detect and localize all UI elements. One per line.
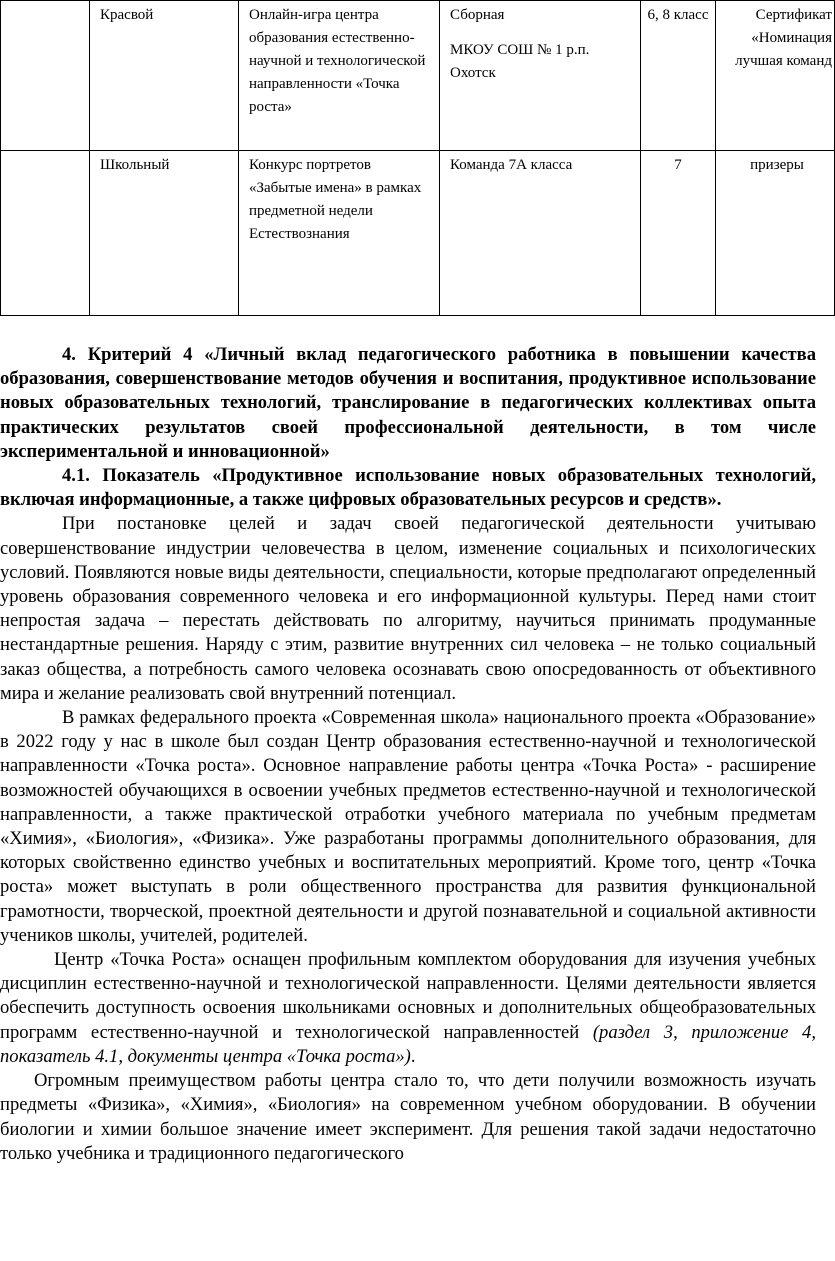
participant-block xyxy=(440,1,640,85)
paragraph: При постановке целей и задач своей педагогической деятельности учитываю совершенствование индустрии человечества в целом, изменение социальных и психологических условий. Появляются новые виды деятельности, специальности, которые предполагают определенный уровень образования современного человека и его информационной культуры. Перед нами стоит непростая задача – перестать действовать по алгоритму, научиться принимать продуманные нестандартные решения. Наряду с этим, развитие внутренних сил человека – не только социальный заказ общества, а потребность самого человека осознавать свою опосредованность от объективного мира и желание реализовать свой внутренний потенциал. xyxy=(0,513,816,704)
result-block xyxy=(716,1,834,73)
cell-text: Онлайн-игра центра образования естественно-научной и технологической направленности «Точка роста» xyxy=(249,7,426,115)
table-cell-level xyxy=(90,1,239,151)
cell-text: МКОУ СОШ № 1 р.п. Охотск xyxy=(450,42,590,81)
cell-text: Школьный xyxy=(100,157,170,173)
table-cell-participant xyxy=(440,151,641,316)
cell-spacer xyxy=(450,27,634,39)
table-row xyxy=(1,151,835,316)
paragraph-text: . xyxy=(410,1045,416,1067)
table-cell-event xyxy=(239,151,440,316)
cell-text: 6, 8 класс xyxy=(647,7,709,23)
indicator-heading: 4.1. Показатель «Продуктивное использование новых образовательных технологий, включая информационные, а также цифровых образовательных ресурсов и средств». xyxy=(0,465,816,511)
table-cell-grade xyxy=(641,1,716,151)
cell-text: 7 xyxy=(674,157,682,173)
cell-text: Конкурс портретов «Забытые имена» в рамках предметной недели Естествознания xyxy=(249,157,422,242)
table-cell-level xyxy=(90,151,239,316)
table-cell-participant xyxy=(440,1,641,151)
table-row xyxy=(1,1,835,151)
table-cell-empty xyxy=(1,1,90,151)
table-cell-event xyxy=(239,1,440,151)
cell-text: призеры xyxy=(750,157,804,173)
document-body xyxy=(0,343,816,1166)
paragraph xyxy=(0,948,816,1069)
paragraph-text: Центр «Точка Роста» оснащен профильным комплектом оборудования для изучения учебных дисциплин естественно-научной и технологической направленности. Целями деятельности является обеспечить доступность освоения школьниками основных и дополнительных общеобразовательных программ естественно-научной и технологической направленностей xyxy=(0,949,816,1043)
cell-text: Команда 7А класса xyxy=(450,157,573,173)
cell-text: Сборная xyxy=(450,7,505,23)
table-cell-result xyxy=(716,151,835,316)
cell-text: Красвой xyxy=(100,7,154,23)
awards-table xyxy=(0,0,835,316)
paragraph: В рамках федерального проекта «Современная школа» национального проекта «Образование» в 2022 году у нас в школе был создан Центр образования естественно-научной и технологической направленности «Точка роста». Основное направление работы центра «Точка Роста» - расширение возможностей обучающихся в освоении учебных предметов естественно-научной и технологической направленности, а также практической отработки учебного материала по учебным предметам «Химия», «Биология», «Физика». Уже разработаны программы дополнительного образования, для которых свойственно единство учебных и воспитательных мероприятий. Кроме того, центр «Точка роста» может выступать в роли общественного пространства для развития функциональной грамотности, творческой, проектной деятельности и другой познавательной и социальной активности учеников школы, учителей, родителей. xyxy=(0,707,816,946)
table-cell-empty xyxy=(1,151,90,316)
table-cell-grade xyxy=(641,151,716,316)
cell-text: Сертификат «Номинация лучшая команд xyxy=(735,7,832,69)
criterion-heading: 4. Критерий 4 «Личный вклад педагогического работника в повышении качества образования, совершенствование методов обучения и воспитания, продуктивное использование новых образовательных технологий, транслирование в педагогических коллективах опыта практических результатов своей профессиональной деятельности, в том числе экспериментальной и инновационной» xyxy=(0,344,816,462)
document-reference: (раздел 3, приложение 4, показатель 4.1, документы центра «Точка роста») xyxy=(0,1021,816,1067)
table-cell-result xyxy=(716,1,835,151)
paragraph: Огромным преимуществом работы центра стало то, что дети получили возможность изучать предметы «Физика», «Химия», «Биология» на современном учебном оборудовании. В обучении биологии и химии большое значение имеет эксперимент. Для решения такой задачи недостаточно только учебника и традиционного педагогического xyxy=(0,1070,816,1164)
